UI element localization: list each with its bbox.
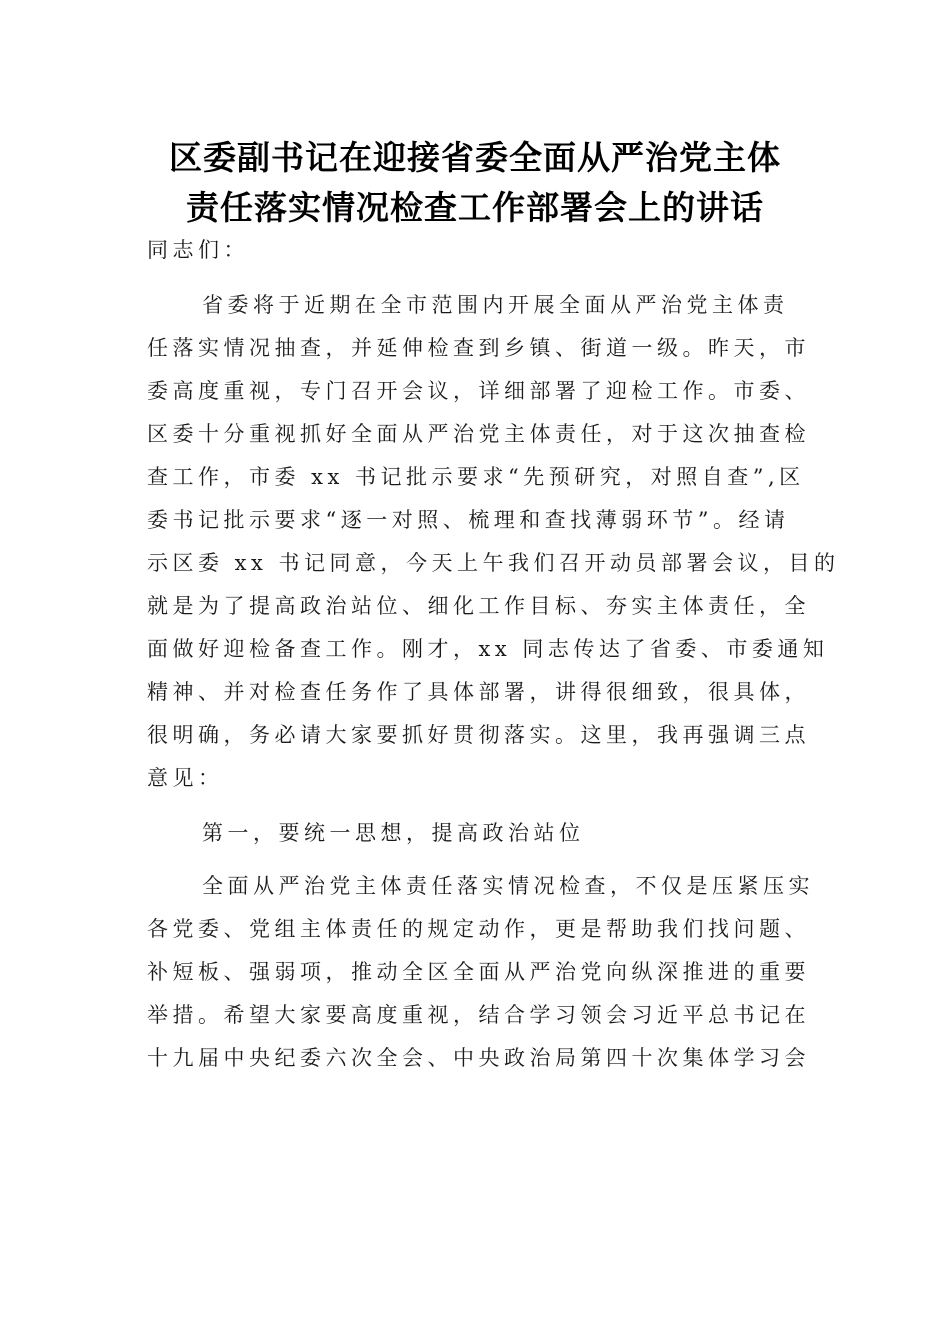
paragraph-1-line: 任落实情况抽查，并延伸检查到乡镇、街道一级。昨天，市 <box>147 336 810 360</box>
paragraph-1-line: 示区委 xx 书记同意，今天上午我们召开动员部署会议，目的 <box>147 551 840 575</box>
document-body <box>147 229 840 1080</box>
paragraph-1-line: 委高度重视，专门召开会议，详细部署了迎检工作。市委、 <box>147 379 810 403</box>
section-heading-1: 第一，要统一思想，提高政治站位 <box>202 821 585 845</box>
paragraph-2-line: 全面从严治党主体责任落实情况检查，不仅是压紧压实 <box>202 874 814 898</box>
paragraph-2-line: 补短板、强弱项，推动全区全面从严治党向纵深推进的重要 <box>147 960 810 984</box>
paragraph-1-line: 查工作，市委 xx 书记批示要求“先预研究，对照自查”,区 <box>147 465 805 489</box>
paragraph-2-line: 各党委、党组主体责任的规定动作，更是帮助我们找问题、 <box>147 917 810 941</box>
paragraph-1-line: 精神、并对检查任务作了具体部署，讲得很细致，很具体， <box>147 680 810 704</box>
paragraph-2 <box>147 865 814 1080</box>
title-line-2: 责任落实情况检查工作部署会上的讲话 <box>186 188 764 227</box>
paragraph-1-line: 意见： <box>147 766 224 790</box>
document-title <box>140 133 810 233</box>
paragraph-1-line: 省委将于近期在全市范围内开展全面从严治党主体责 <box>202 293 789 317</box>
title-line-1: 区委副书记在迎接省委全面从严治党主体 <box>169 138 781 177</box>
paragraph-1-line: 委书记批示要求“逐一对照、梳理和查找薄弱环节”。经请 <box>147 508 790 532</box>
paragraph-1-line: 就是为了提高政治站位、细化工作目标、夯实主体责任，全 <box>147 594 810 618</box>
paragraph-2-line: 十九届中央纪委六次全会、中央政治局第四十次集体学习会 <box>147 1046 810 1070</box>
paragraph-1-line: 很明确，务必请大家要抓好贯彻落实。这里，我再强调三点 <box>147 723 810 747</box>
paragraph-1-line: 区委十分重视抓好全面从严治党主体责任，对于这次抽查检 <box>147 422 810 446</box>
salutation: 同志们： <box>147 238 249 262</box>
paragraph-1 <box>147 284 840 800</box>
paragraph-2-line: 举措。希望大家要高度重视，结合学习领会习近平总书记在 <box>147 1003 810 1027</box>
paragraph-1-line: 面做好迎检备查工作。刚才，xx 同志传达了省委、市委通知 <box>147 637 829 661</box>
